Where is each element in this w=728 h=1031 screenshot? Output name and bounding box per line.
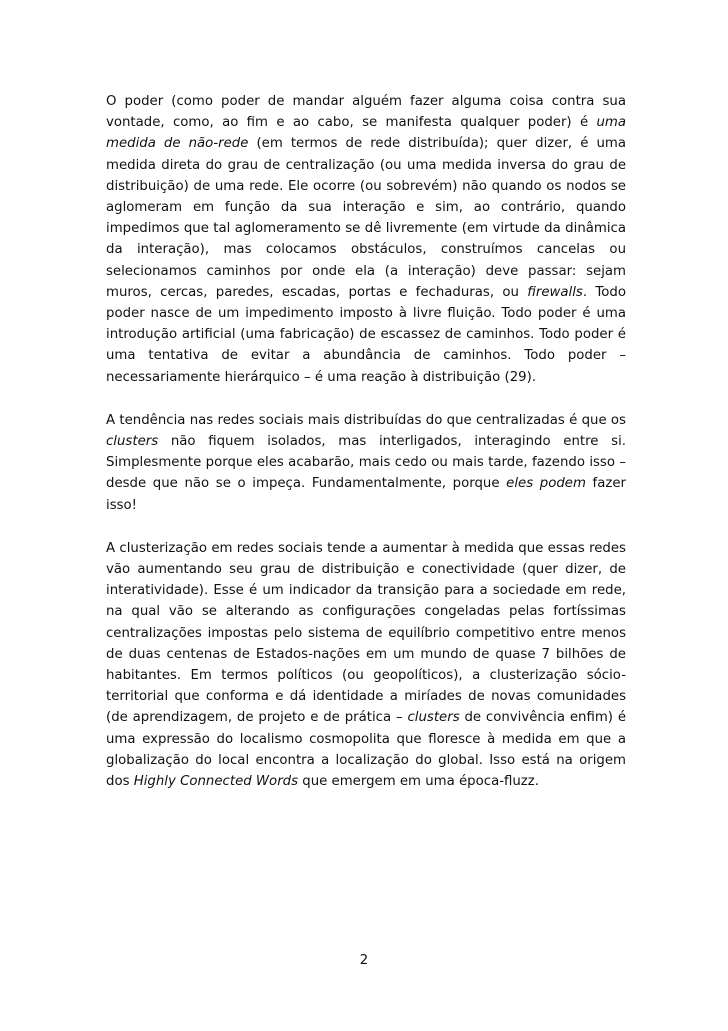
italic-term-highly-connected-words: Highly Connected Words	[133, 774, 299, 790]
text-segment: . Todo poder nasce de um impedimento imposto à livre fluição. Todo poder é uma introdução artificial (uma fabricação) de escassez de caminhos. Todo poder é uma tentativa de evitar a abundância de caminhos. Todo poder – necessariamente hierárquico – é uma reação à distribuição (29).	[106, 284, 626, 385]
text-segment: (em termos de rede distribuída); quer dizer, é uma medida direta do grau de centralização (ou uma medida inversa do grau de distribuição) de uma rede. Ele ocorre (ou sobrevém) não quando os nodos se aglomeram em função da sua interação e sim, ao contrário, quando impedimos que tal aglomeramento se dê livremente (em virtude da dinâmica da interação), mas colocamos obstáculos, construímos cancelas ou selecionamos caminhos por onde ela (a interação) deve passar: sejam muros, cercas, paredes, escadas, portas e fechaduras, ou	[106, 136, 626, 300]
paragraph-power	[106, 91, 626, 388]
italic-term-non-network-measure: uma medida de não-rede	[106, 115, 626, 152]
paragraph-clusterization	[106, 538, 626, 792]
text-segment: não fiquem isolados, mas interligados, interagindo entre si. Simplesmente porque eles acabarão, mais cedo ou mais tarde, fazendo isso – desde que não se o impeça. Fundamentalmente, porque	[106, 434, 626, 492]
italic-term-clusters: clusters	[106, 434, 159, 450]
italic-term-firewalls: firewalls	[527, 284, 583, 300]
text-segment: que emergem em uma época-fluzz.	[298, 774, 539, 790]
italic-term-clusters: clusters	[407, 710, 460, 726]
paragraph-clusters-tendency	[106, 410, 626, 516]
page-number: 2	[359, 953, 369, 968]
text-segment: fazer isso!	[106, 476, 626, 513]
text-segment: A clusterização em redes sociais tende a aumentar à medida que essas redes vão aumentando seu grau de distribuição e conectividade (quer dizer, de interatividade). Esse é um indicador da transição para a sociedade em rede, na qual vão se alterando as configurações congeladas pelas fortíssimas centralizações impostas pelo sistema de equilíbrio competitivo entre menos de duas centenas de Estados-nações em um mundo de quase 7 bilhões de habitantes. Em termos políticos (ou geopolíticos), a clusterização sócio-territorial que conforma e dá identidade a miríades de novas comunidades (de aprendizagem, de projeto e de prática –	[106, 540, 626, 726]
italic-term-they-can: eles podem	[506, 476, 586, 492]
document-body	[106, 91, 626, 792]
text-segment: de convivência enfim) é uma expressão do localismo cosmopolita que floresce à medida em que a globalização do local encontra a localização do global. Isso está na origem dos	[106, 710, 626, 790]
text-segment: O poder (como poder de mandar alguém fazer alguma coisa contra sua vontade, como, ao fim e ao cabo, se manifesta qualquer poder) é	[106, 94, 626, 131]
text-segment: A tendência nas redes sociais mais distribuídas do que centralizadas é que os	[106, 412, 626, 428]
